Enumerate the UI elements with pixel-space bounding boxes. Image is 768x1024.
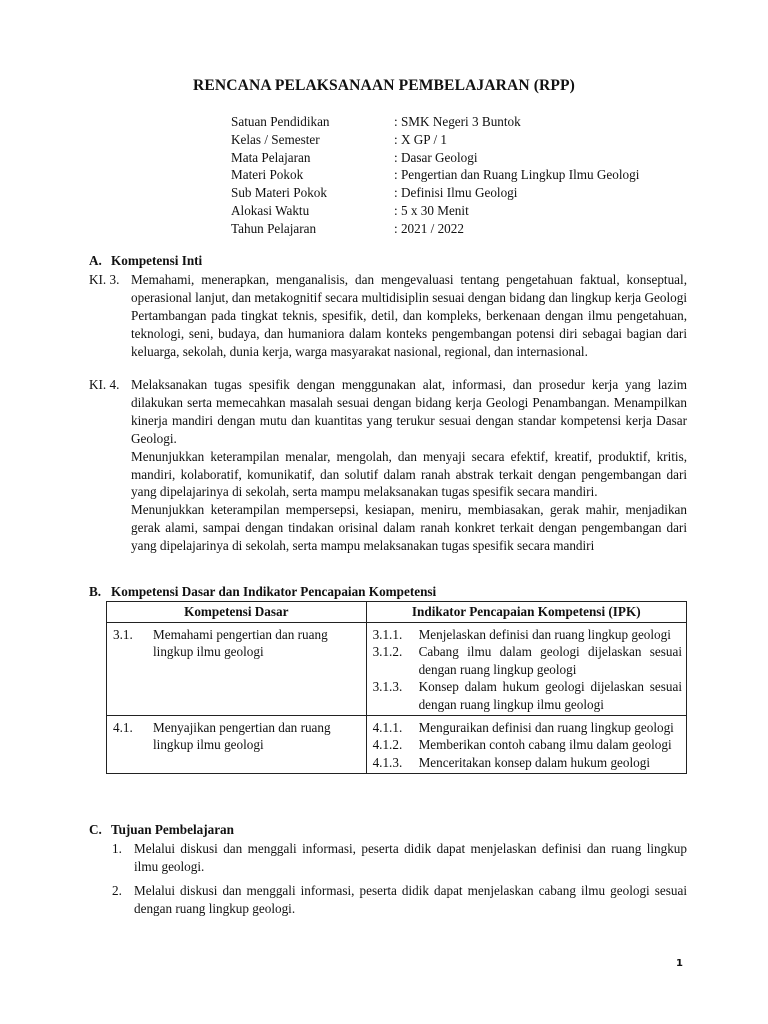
kd-number: 3.1. (113, 627, 133, 642)
ipk-text: Cabang ilmu dalam geologi dijelaskan sesuai dengan ruang lingkup geologi (418, 644, 682, 677)
ipk-text: Menceritakan konsep dalam hukum geologi (418, 754, 651, 770)
info-row-materi (231, 166, 701, 184)
ipk-item (373, 754, 682, 771)
section-letter: B. (89, 584, 102, 599)
ipk-cell (366, 716, 686, 774)
column-header-ipk: Indikator Pencapaian Kompetensi (IPK) (366, 602, 686, 623)
objective-item (106, 840, 687, 876)
info-label: Alokasi Waktu (231, 202, 310, 218)
ipk-number: 3.1.1. (372, 627, 403, 642)
info-label: Tahun Pelajaran (231, 220, 317, 236)
ipk-number: 3.1.2. (372, 644, 403, 660)
ipk-text: Konsep dalam hukum geologi dijelaskan sesuai dengan ruang lingkup ilmu geologi (418, 679, 682, 712)
objective-item (106, 882, 687, 918)
objective-number: 1. (112, 841, 122, 856)
kd-text: Menyajikan pengertian dan ruang lingkup ilmu geologi (153, 720, 331, 753)
document-title: RENCANA PELAKSANAAN PEMBELAJARAN (RPP) (193, 77, 575, 94)
table-header-row (107, 602, 687, 623)
section-title: Kompetensi Dasar dan Indikator Pencapaian Kompetensi (111, 584, 437, 599)
ipk-number: 4.1.3. (372, 754, 403, 770)
ipk-text: Memberikan contoh cabang ilmu dalam geologi (418, 737, 672, 753)
ipk-item (373, 719, 682, 736)
ki-text: Memahami, menerapkan, menganalisis, dan mengevaluasi tentang pengetahuan faktual, konseptual, operasional lanjut, dan metakognitif secara multidisiplin sesuai dengan bidang dan lingkup kerja Geologi Pertambangan pada tingkat teknis, spesifik, detil, dan kompleks, berkenaan dengan ilmu pengetahuan, teknologi, seni, budaya, dan humaniora dalam konteks pengembangan potensi diri sebagai bagian dari keluarga, sekolah, dunia kerja, warga masyarakat nasional, regional, dan internasional. (131, 272, 687, 359)
objective-text: Melalui diskusi dan menggali informasi, peserta didik dapat menjelaskan definisi dan ruang lingkup ilmu geologi. (134, 841, 687, 874)
info-row-mapel (231, 149, 701, 167)
info-row-kelas (231, 131, 701, 149)
section-b-heading (89, 584, 436, 600)
info-row-submateri (231, 184, 701, 202)
ipk-item (373, 643, 682, 678)
ki-text-paragraph: Menunjukkan keterampilan menalar, mengolah, dan menyaji secara efektif, kreatif, produktif, kritis, mandiri, kolaboratif, komunikatif, dan solutif dalam ranah abstrak terkait dengan pengembangan dari yang dipelajarinya di sekolah, serta mampu melaksanakan tugas spesifik secara mandiri. (131, 448, 687, 500)
info-value: : X GP / 1 (394, 131, 448, 147)
ki-4-block (89, 376, 687, 555)
info-value: : Dasar Geologi (394, 149, 478, 165)
info-label: Sub Materi Pokok (231, 185, 327, 201)
section-letter: C. (89, 822, 102, 837)
ipk-item (373, 736, 682, 753)
ipk-text: Menguraikan definisi dan ruang lingkup geologi (418, 720, 674, 736)
ipk-text: Menjelaskan definisi dan ruang lingkup geologi (418, 627, 671, 642)
kd-text: Memahami pengertian dan ruang lingkup ilmu geologi (153, 627, 328, 660)
ipk-number: 3.1.3. (372, 679, 403, 695)
ipk-cell (366, 623, 686, 716)
ki-text-paragraph: Menunjukkan keterampilan mempersepsi, kesiapan, meniru, membiasakan, gerak mahir, menjadikan gerak alami, sampai dengan tindakan orisinal dalam ranah konkret terkait dengan pengembangan dari yang dipelajarinya di sekolah, serta mampu melaksanakan tugas spesifik secara mandiri (131, 502, 687, 554)
column-header-kd: Kompetensi Dasar (107, 602, 367, 623)
info-label: Kelas / Semester (231, 131, 320, 147)
page-number: 1 (676, 958, 683, 969)
ki-number: KI. 4. (89, 377, 120, 392)
section-c-heading (89, 822, 234, 838)
objective-text: Melalui diskusi dan menggali informasi, peserta didik dapat menjelaskan cabang ilmu geologi sesuai dengan ruang lingkup geologi. (134, 883, 687, 916)
table-row (107, 623, 687, 716)
info-row-tahun (231, 220, 701, 238)
info-value: : 2021 / 2022 (394, 220, 464, 236)
info-label: Materi Pokok (231, 167, 304, 183)
kd-cell (107, 623, 367, 716)
table-row (107, 716, 687, 774)
info-value: : SMK Negeri 3 Buntok (394, 114, 521, 129)
section-a-heading (89, 253, 202, 269)
ki-3-block (89, 271, 687, 361)
ipk-number: 4.1.2. (372, 737, 403, 753)
ipk-number: 4.1.1. (372, 720, 403, 736)
competency-table (106, 601, 687, 774)
ipk-item (373, 678, 682, 713)
info-row-satuan (231, 113, 701, 131)
section-title: Kompetensi Inti (111, 253, 203, 268)
kd-number: 4.1. (113, 720, 133, 736)
identity-info-block (231, 113, 701, 238)
section-title: Tujuan Pembelajaran (111, 822, 234, 837)
info-row-alokasi (231, 202, 701, 220)
info-label: Mata Pelajaran (231, 149, 311, 165)
ipk-item (373, 626, 682, 643)
info-value: : Definisi Ilmu Geologi (394, 185, 518, 201)
info-value: : Pengertian dan Ruang Lingkup Ilmu Geologi (394, 167, 640, 183)
info-value: : 5 x 30 Menit (394, 202, 469, 218)
ki-number: KI. 3. (89, 272, 120, 287)
kd-cell (107, 716, 367, 774)
section-letter: A. (89, 253, 102, 268)
info-label: Satuan Pendidikan (231, 114, 330, 129)
objective-number: 2. (112, 883, 122, 898)
ki-text-paragraph: Melaksanakan tugas spesifik dengan menggunakan alat, informasi, dan prosedur kerja yang lazim dilakukan serta memecahkan masalah sesuai dengan bidang kerja Geologi Penambangan. Menampilkan kinerja mandiri dengan mutu dan kuantitas yang terukur sesuai dengan standar kompetensi kerja Dasar Geologi. (131, 377, 687, 446)
